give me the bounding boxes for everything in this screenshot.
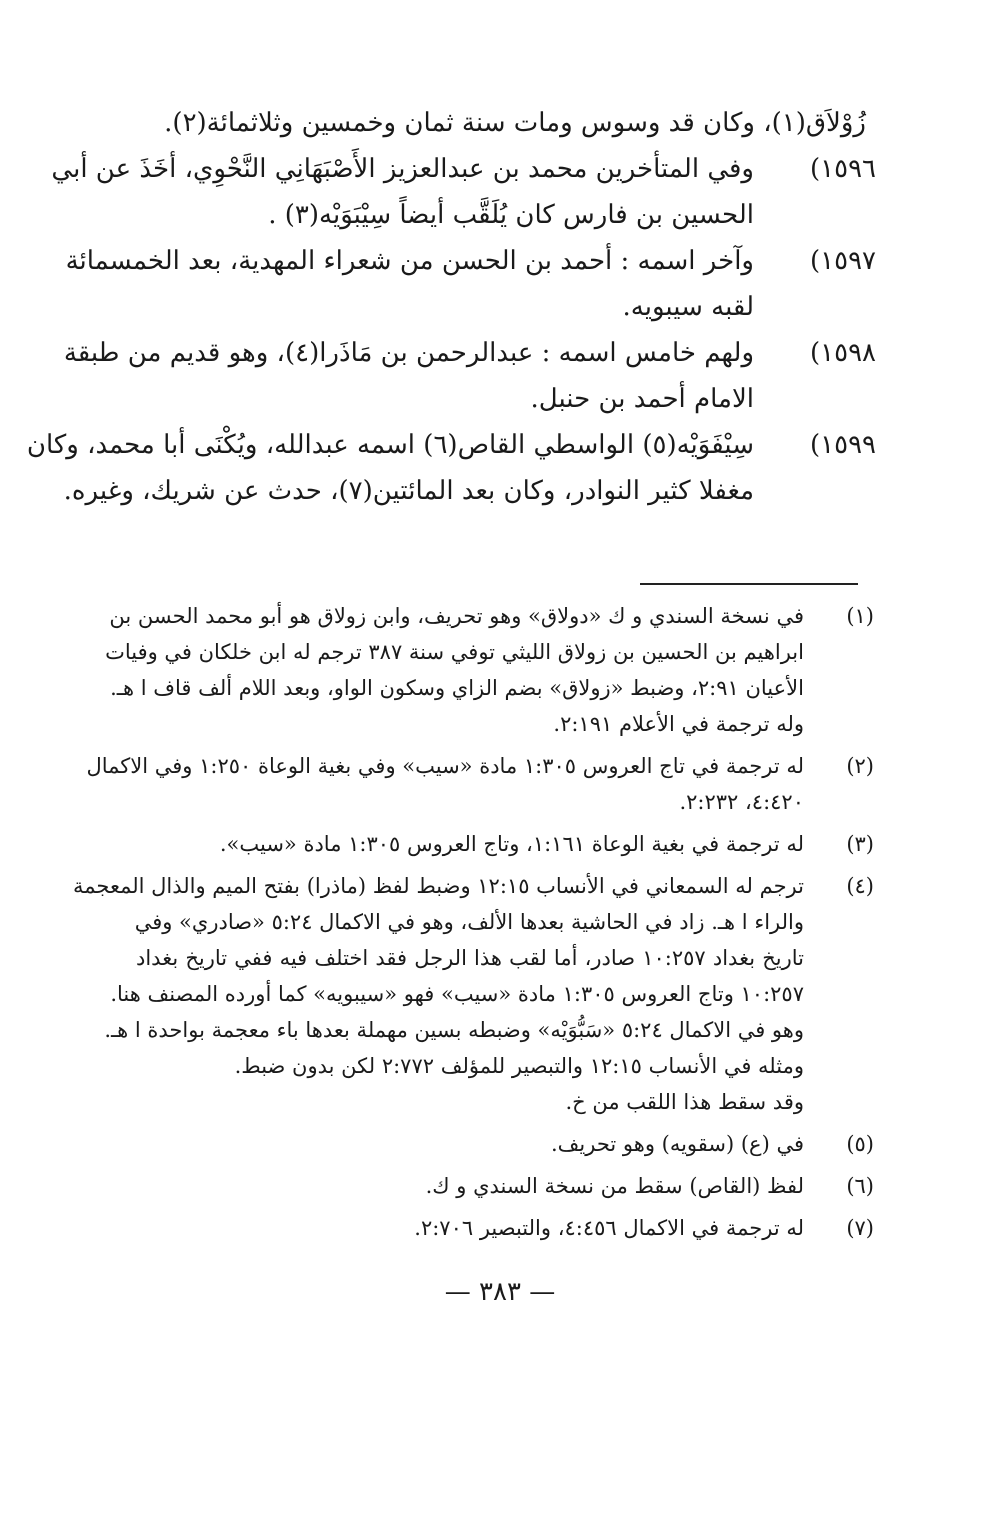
- footnote-number: (٤): [846, 874, 874, 898]
- entry-1599: [26, 422, 876, 514]
- footnote-5: [136, 1126, 874, 1162]
- footnote-line: ١٠:٢٥٧ وتاج العروس ١:٣٠٥ مادة «سيب» فهو «سيبويه» كما أورده المصنف هنا.: [110, 982, 804, 1006]
- text-line: وفي المتأخرين محمد بن عبدالعزيز الأَصْبَهَانِي النَّحْوِي، أخَذَ عن أبي: [51, 154, 754, 184]
- footnote-line: في (ع) (سقويه) وهو تحريف.: [550, 1132, 804, 1156]
- footnote-line: ابراهيم بن الحسين بن زولاق الليثي توفي سنة ٣٨٧ ترجم له ابن خلكان في وفيات: [105, 640, 804, 664]
- text-line: مغفلا كثير النوادر، وكان بعد المائتين(٧)، حدث عن شريك، وغيره.: [63, 476, 754, 506]
- footnote-line: وله ترجمة في الأعلام ٢:١٩١.: [553, 712, 804, 736]
- footnote-line: والراء ا هـ. زاد في الحاشية بعدها الألف، وهو في الاكمال ٥:٢٤ «صادري» وفي: [134, 910, 804, 934]
- footnote-number: (٢): [846, 754, 874, 778]
- footnote-4: [73, 868, 874, 1120]
- footnote-line: الأعيان ٢:٩١، وضبط «زولاق» بضم الزاي وسكون الواو، وبعد اللام ألف قاف ا هـ.: [110, 676, 804, 700]
- main-text: [26, 100, 876, 514]
- footnote-divider: [640, 583, 858, 585]
- entry-number: ١٥٩٨): [809, 338, 876, 368]
- footnote-2: [86, 748, 874, 820]
- footnote-number: (١): [846, 604, 874, 628]
- footnote-line: ومثله في الأنساب ١٢:١٥ والتبصير للمؤلف ٢:٧٧٢ لكن بدون ضبط.: [234, 1054, 804, 1078]
- entry-number: ١٥٩٩): [809, 430, 876, 460]
- footnote-line: في نسخة السندي و ك «دولاق» وهو تحريف، وابن زولاق هو أبو محمد الحسن بن: [109, 604, 804, 628]
- entry-continuation: [136, 100, 866, 146]
- footnote-number: (٧): [846, 1216, 874, 1240]
- text-line: الامام أحمد بن حنبل.: [530, 384, 754, 414]
- footnote-line: ٤:٤٢٠، ٢:٢٣٢.: [679, 790, 804, 814]
- footnote-line: وهو في الاكمال ٥:٢٤ «سَبُّوَيْه» وضبطه بسين مهملة بعدها باء معجمة بواحدة ا هـ.: [104, 1018, 804, 1042]
- text-line: وآخر اسمه : أحمد بن الحسن من شعراء المهدية، بعد الخمسمائة: [65, 246, 754, 276]
- footnote-line: له ترجمة في تاج العروس ١:٣٠٥ مادة «سيب» وفي بغية الوعاة ١:٢٥٠ وفي الاكمال: [86, 754, 804, 778]
- footnote-line: تاريخ بغداد ١٠:٢٥٧ صادر، أما لقب هذا الرجل فقد اختلف فيه ففي تاريخ بغداد: [136, 946, 804, 970]
- footnote-6: [136, 1168, 874, 1204]
- text-line: لقبه سيبويه.: [622, 292, 754, 322]
- footnote-number: (٦): [846, 1174, 874, 1198]
- text-line: سِيْفَوَيْه(٥) الواسطي القاص(٦) اسمه عبدالله، ويُكْنَى أبا محمد، وكان: [26, 430, 754, 460]
- footnote-line: لفظ (القاص) سقط من نسخة السندي و ك.: [425, 1174, 804, 1198]
- footnote-line: له ترجمة في الاكمال ٤:٤٥٦، والتبصير ٢:٧٠٦.: [414, 1216, 804, 1240]
- entry-1597: [65, 238, 876, 330]
- entry-1596: [51, 146, 876, 238]
- text-line: زُوْلاَق(١)، وكان قد وسوس ومات سنة ثمان وخمسين وثلاثمائة(٢).: [164, 108, 866, 138]
- footnote-number: (٥): [846, 1132, 874, 1156]
- footnote-7: [136, 1210, 874, 1246]
- footnote-line: له ترجمة في بغية الوعاة ١:١٦١، وتاج العروس ١:٣٠٥ مادة «سيب».: [219, 832, 804, 856]
- page-number: — ٣٨٣ —: [444, 1277, 556, 1307]
- entry-number: ١٥٩٦): [809, 154, 876, 184]
- footnote-number: (٣): [846, 832, 874, 856]
- text-line: ولهم خامس اسمه : عبدالرحمن بن مَاذَرا(٤)، وهو قديم من طبقة: [63, 338, 754, 368]
- footnote-line: وقد سقط هذا اللقب من خ.: [565, 1090, 804, 1114]
- footnote-1: [105, 598, 874, 742]
- footnote-3: [136, 826, 874, 862]
- footnote-line: ترجم له السمعاني في الأنساب ١٢:١٥ وضبط لفظ (ماذرا) بفتح الميم والذال المعجمة: [73, 874, 804, 898]
- entry-number: ١٥٩٧): [809, 246, 876, 276]
- entry-1598: [63, 330, 876, 422]
- text-line: الحسين بن فارس كان يُلَقَّب أيضاً سِيْبَوَيْه(٣) .: [268, 200, 754, 230]
- footnotes: [73, 598, 874, 1246]
